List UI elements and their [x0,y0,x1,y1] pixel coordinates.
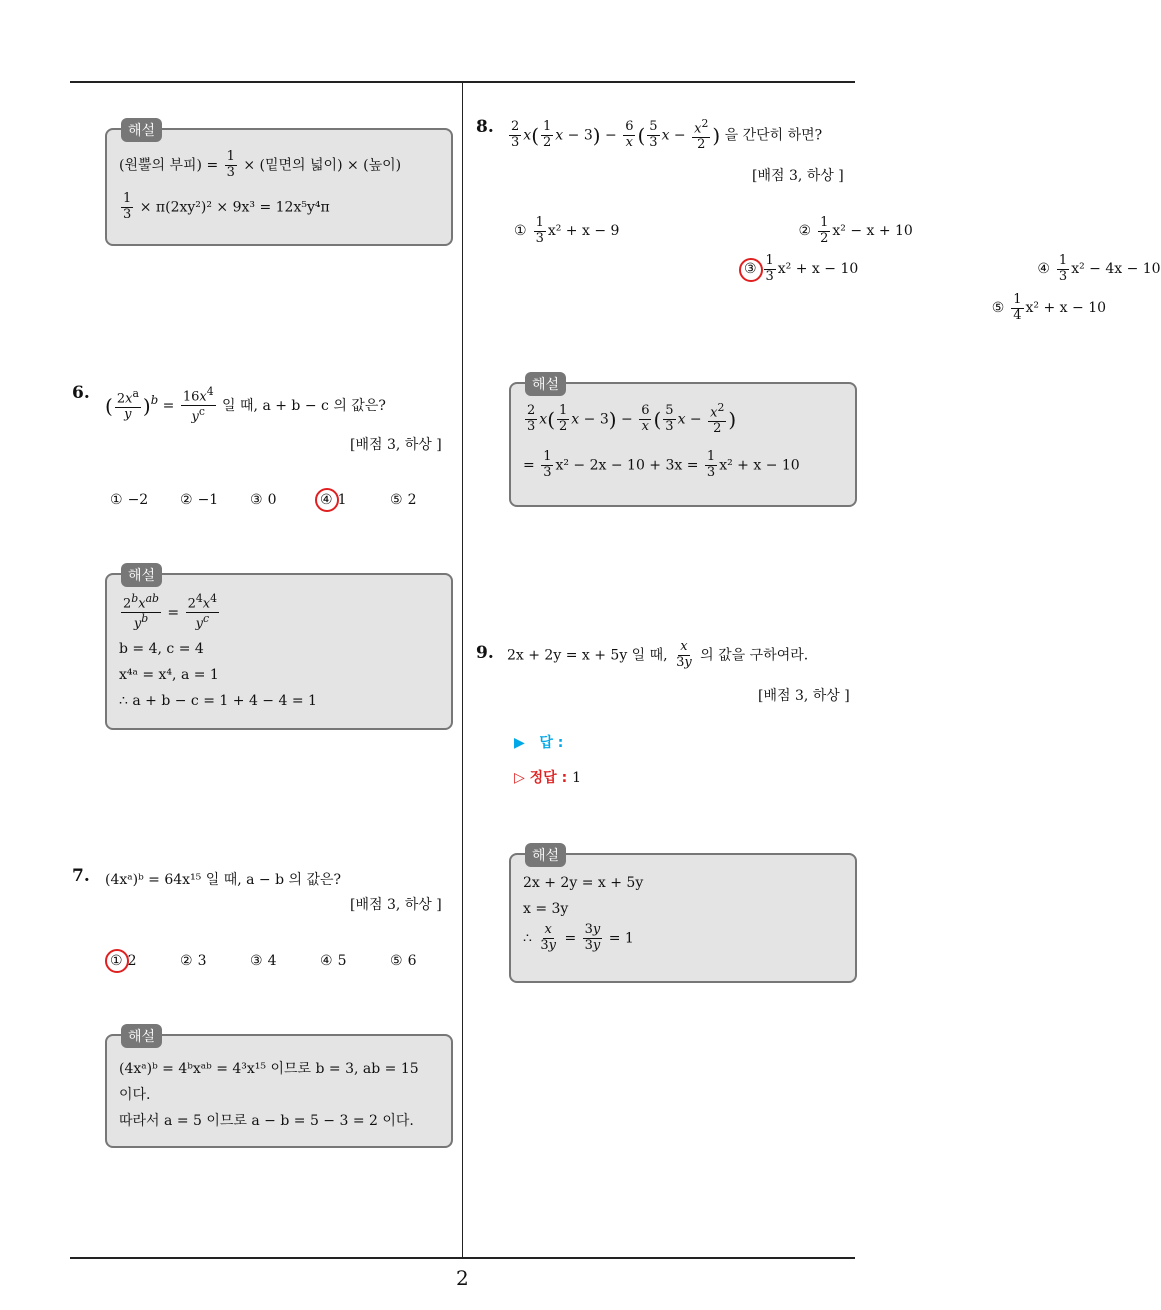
score-label: [배점 3, 하상 ] [350,897,442,913]
solution-box-q6 [105,568,453,730]
choice-1[interactable]: ① 2 [110,953,180,969]
question-number: 9. [476,643,494,663]
correct-label: 정답 : [529,770,568,786]
score-label: [배점 3, 하상 ] [350,437,442,453]
choice-list [110,492,440,508]
question-number: 8. [476,117,494,137]
bottom-rule [70,1257,855,1259]
solution-line: $\frac{1}{3}$ × π(2xy²)² × 9x³ = 12x⁵y⁴π [123,191,330,222]
question-text: (4xᵃ)ᵇ = 64x¹⁵ 일 때, a − b 의 값은? [105,872,342,888]
solution-tag: 해설 [121,118,162,142]
choice-2[interactable]: ② 3 [180,953,207,969]
solution-line: $\frac{2^bx^{ab}}{y^b}$ = $\frac{2^4x^4}{y^c}$ [123,592,217,632]
choice-list [110,953,440,969]
choice-3[interactable]: ③ $\frac{1}{3}$ x² + x − 10 [744,254,858,285]
solution-box-q9 [509,848,857,983]
answer-label: 답 : [539,735,564,751]
outline-triangle-icon: ▷ [514,770,525,786]
solution-line: 따라서 a = 5 이므로 a − b = 5 − 3 = 2 이다. [119,1113,414,1129]
choice-1[interactable]: ① $\frac{1}{3}$ x² + x − 9 [514,215,620,246]
page-number: 2 [456,1266,469,1290]
choice-4[interactable]: ④ 5 [320,953,347,969]
solution-line: 2x + 2y = x + 5y [523,875,644,891]
solution-box-q7 [105,1029,453,1148]
choice-4[interactable]: ④ 1 [320,492,390,508]
solution-line: x = 3y [523,901,569,917]
question-number: 6. [72,383,90,403]
solution-tag: 해설 [525,843,566,867]
solution-line: (4xᵃ)ᵇ = 4ᵇxᵃᵇ = 4³x¹⁵ 이므로 b = 3, ab = 15 [119,1061,419,1077]
solution-line: x⁴ᵃ = x⁴, a = 1 [119,667,219,683]
choice-5[interactable]: ⑤ $\frac{1}{4}$ x² + x − 10 [991,292,1107,323]
solution-line: ∴ $\frac{x}{3y}$ = $\frac{3y}{3y}$ = 1 [523,922,634,953]
score-label: [배점 3, 하상 ] [752,168,844,184]
choice-3[interactable]: ③ 4 [250,953,277,969]
choice-1[interactable]: ① −2 [110,492,149,508]
solution-tag: 해설 [121,1024,162,1048]
answer-circle-mark [739,258,763,282]
choice-2[interactable]: ② $\frac{1}{2}$ x² − x + 10 [798,215,913,246]
question-number: 7. [72,866,90,886]
solution-line: b = 4, c = 4 [119,641,204,657]
solution-tag: 해설 [121,563,162,587]
question-text: ( $\frac{2x^a}{y}$ )$^b$ = $\frac{16x^4}{y^c}$ 일 때, a + b − c 의 값은? [105,385,386,425]
solution-line: 이다. [119,1087,151,1103]
solution-line: = $\frac{1}{3}$ x² − 2x − 10 + 3x = $\frac{1}{3}$ x² + x − 10 [523,449,800,480]
choice-2[interactable]: ② −1 [180,492,219,508]
solution-line: $\frac{2}{3}$ x( $\frac{1}{2}$ x − 3) − $\frac{6}{x}$ ( $\frac{5}{3}$ x − $\frac{x^2}{2}$ ) [527,401,737,437]
question-text: 2x + 2y = x + 5y 일 때, $\frac{x}{3y}$ 의 값을 구하여라. [507,639,809,670]
question-text: $\frac{2}{3}$ x( $\frac{1}{2}$ x − 3) − $\frac{6}{x}$ ( $\frac{5}{3}$ x − $\frac{x^2}{2}$ ) 을 간단히 하면? [511,117,823,153]
correct-value: 1 [572,770,581,786]
choice-3[interactable]: ③ 0 [250,492,277,508]
solution-tag: 해설 [525,372,566,396]
solution-line: ∴ a + b − c = 1 + 4 − 4 = 1 [119,693,317,709]
answer-input-row[interactable] [514,732,563,752]
answer-circle-mark [315,488,339,512]
solution-box-q5 [105,123,453,246]
solution-box-q8 [509,377,857,507]
answer-circle-mark [105,949,129,973]
choice-5[interactable]: ⑤ 2 [390,492,417,508]
column-divider [462,83,463,1258]
score-label: [배점 3, 하상 ] [758,688,850,704]
choice-4[interactable]: ④ $\frac{1}{3}$ x² − 4x − 10 [1037,253,1161,284]
solution-line: (원뿔의 부피) = $\frac{1}{3}$ × (밑면의 넓이) × (높이) [119,149,402,180]
correct-answer-row [514,767,581,787]
play-triangle-icon: ▶ [514,735,525,751]
choice-5[interactable]: ⑤ 6 [390,953,417,969]
